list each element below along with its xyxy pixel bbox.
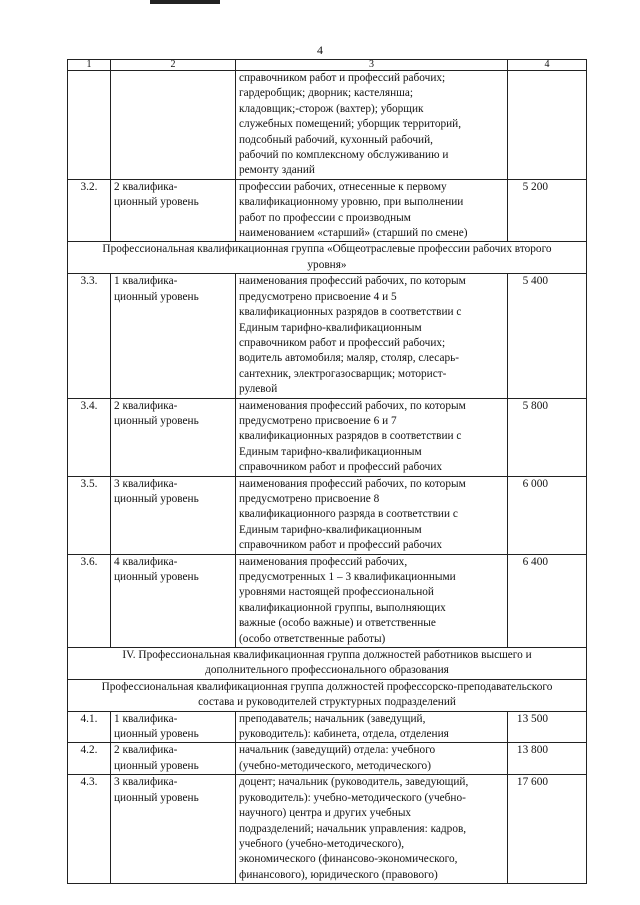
level-cell bbox=[111, 775, 236, 884]
salary-cell bbox=[508, 71, 587, 180]
description-line: важные (особо важные) и ответственные bbox=[239, 617, 436, 630]
salary-value: 17 600 bbox=[508, 775, 587, 884]
level-line: 3 квалифика- bbox=[114, 477, 178, 490]
description-cell bbox=[236, 743, 508, 775]
level-cell bbox=[111, 398, 236, 476]
description-line: квалификационных разрядов в соответствии с bbox=[239, 306, 462, 319]
salary-value: 13 500 bbox=[508, 711, 587, 743]
qualification-table bbox=[67, 59, 587, 884]
level-line: 1 квалифика- bbox=[114, 712, 178, 725]
row-number: 3.5. bbox=[68, 476, 111, 554]
description-cell bbox=[236, 274, 508, 398]
level-line: 1 квалифика- bbox=[114, 275, 178, 288]
description-line: (особо ответственные работы) bbox=[239, 632, 386, 645]
description-line: предусмотрено присвоение 6 и 7 bbox=[239, 414, 397, 427]
level-cell bbox=[111, 476, 236, 554]
description-line: служебных помещений; уборщик территорий, bbox=[239, 118, 462, 131]
description-cell bbox=[236, 71, 508, 180]
level-line: ционный уровень bbox=[114, 571, 199, 583]
continuation-row bbox=[68, 71, 587, 180]
description-line: наименованием «старший» (старший по смене) bbox=[239, 227, 468, 240]
column-number: 1 bbox=[68, 60, 111, 71]
level-line: 3 квалифика- bbox=[114, 776, 178, 789]
level-line: 4 квалифика- bbox=[114, 555, 178, 568]
level-cell bbox=[111, 71, 236, 180]
description-line: работ по профессии с производным bbox=[239, 211, 411, 224]
description-line: руководитель): учебно-методического (учебно- bbox=[239, 791, 466, 804]
row-number: 3.3. bbox=[68, 274, 111, 398]
level-line: ционный уровень bbox=[114, 728, 199, 741]
group-header bbox=[68, 679, 587, 711]
description-line: квалификационной группы, выполняющих bbox=[239, 601, 446, 614]
salary-value: 6 000 bbox=[508, 476, 587, 554]
description-line: наименования профессий рабочих, по которым bbox=[239, 399, 466, 412]
level-cell bbox=[111, 711, 236, 743]
salary-value: 5 200 bbox=[508, 179, 587, 242]
description-line: водитель автомобиля; маляр, столяр, слесарь- bbox=[239, 352, 460, 365]
description-line: уровнями настоящей профессиональной bbox=[239, 586, 434, 599]
column-number: 2 bbox=[111, 60, 236, 71]
level-cell bbox=[111, 743, 236, 775]
level-line: ционный уровень bbox=[114, 791, 199, 804]
description-line: квалификационных разрядов в соответствии с bbox=[239, 430, 462, 443]
group-header bbox=[68, 648, 587, 680]
table-row bbox=[68, 775, 587, 884]
salary-value: 6 400 bbox=[508, 554, 587, 647]
level-line: 2 квалифика- bbox=[114, 744, 178, 757]
description-line: предусмотрено присвоение 4 и 5 bbox=[239, 290, 397, 303]
level-line: ционный уровень bbox=[114, 414, 199, 427]
table-body bbox=[68, 60, 587, 884]
description-line: предусмотренных 1 – 3 квалификационными bbox=[239, 571, 456, 583]
description-line: сантехник, электрогазосварщик; моторист- bbox=[239, 367, 447, 380]
row-number: 4.2. bbox=[68, 743, 111, 775]
row-number: 3.6. bbox=[68, 554, 111, 647]
description-line: справочником работ и профессий рабочих; bbox=[239, 336, 446, 349]
row-number-cell bbox=[68, 71, 111, 180]
description-line: начальник (заведущий) отдела: учебного bbox=[239, 744, 436, 757]
group-header-line: уровня» bbox=[307, 258, 347, 271]
group-header-row bbox=[68, 679, 587, 711]
top-edge-mark bbox=[150, 0, 220, 4]
table-row bbox=[68, 554, 587, 647]
description-line: учебного (учебно-методического), bbox=[239, 837, 405, 850]
description-line: справочником работ и профессий рабочих bbox=[239, 461, 443, 474]
description-line: Единым тарифно-квалификационным bbox=[239, 321, 422, 334]
level-line: ционный уровень bbox=[114, 290, 199, 303]
table-row bbox=[68, 398, 587, 476]
description-line: (учебно-методического, методического) bbox=[239, 759, 431, 772]
level-cell bbox=[111, 274, 236, 398]
row-number: 3.2. bbox=[68, 179, 111, 242]
level-line: 2 квалифика- bbox=[114, 399, 178, 412]
description-line: предусмотрено присвоение 8 bbox=[239, 492, 380, 505]
description-line: кладовщик;-сторож (вахтер); уборщик bbox=[239, 102, 424, 115]
group-header-line: Профессиональная квалификационная группа «Общеотраслевые профессии рабочих второго bbox=[102, 243, 552, 256]
table-row bbox=[68, 274, 587, 398]
description-cell bbox=[236, 711, 508, 743]
description-line: ремонту зданий bbox=[239, 164, 315, 177]
description-line: профессии рабочих, отнесенные к первому bbox=[239, 180, 447, 193]
group-header-line: дополнительного профессионального образования bbox=[205, 664, 449, 677]
level-line: ционный уровень bbox=[114, 196, 199, 209]
description-line: наименования профессий рабочих, по которым bbox=[239, 275, 466, 288]
row-number: 3.4. bbox=[68, 398, 111, 476]
level-line: ционный уровень bbox=[114, 759, 199, 772]
description-line: справочником работ и профессий рабочих bbox=[239, 539, 443, 552]
description-line: преподаватель; начальник (заведущий, bbox=[239, 712, 426, 725]
row-number: 4.1. bbox=[68, 711, 111, 743]
group-header bbox=[68, 242, 587, 274]
table-row bbox=[68, 476, 587, 554]
description-cell bbox=[236, 476, 508, 554]
level-line: ционный уровень bbox=[114, 492, 199, 505]
column-number: 3 bbox=[236, 60, 508, 71]
group-header-line: Профессиональная квалификационная группа должностей профессорско-преподавательского bbox=[101, 680, 553, 693]
description-line: научного) центра и других учебных bbox=[239, 807, 412, 820]
description-cell bbox=[236, 775, 508, 884]
level-cell bbox=[111, 554, 236, 647]
description-line: квалификационного разряда в соответствии с bbox=[239, 508, 458, 521]
description-line: руководитель): кабинета, отдела, отделения bbox=[239, 728, 449, 741]
column-number: 4 bbox=[508, 60, 587, 71]
description-line: рулевой bbox=[239, 383, 278, 396]
level-cell bbox=[111, 179, 236, 242]
table-row bbox=[68, 711, 587, 743]
table-row bbox=[68, 179, 587, 242]
salary-value: 5 800 bbox=[508, 398, 587, 476]
level-line: 2 квалифика- bbox=[114, 180, 178, 193]
group-header-row bbox=[68, 242, 587, 274]
description-line: Единым тарифно-квалификационным bbox=[239, 445, 422, 458]
description-line: наименования профессий рабочих, по которым bbox=[239, 477, 466, 490]
description-cell bbox=[236, 554, 508, 647]
description-line: финансового), юридического (правового) bbox=[239, 868, 438, 881]
description-line: подсобный рабочий, кухонный рабочий, bbox=[239, 133, 433, 146]
description-cell bbox=[236, 179, 508, 242]
description-line: Единым тарифно-квалификационным bbox=[239, 523, 422, 536]
column-number-row bbox=[68, 60, 587, 71]
description-line: гардеробщик; дворник; кастелянша; bbox=[239, 87, 414, 100]
description-line: экономического (финансово-экономического, bbox=[239, 853, 458, 866]
description-line: подразделений; начальник управления: кадров, bbox=[239, 822, 467, 835]
group-header-line: состава и руководителей структурных подразделений bbox=[198, 696, 456, 709]
description-line: доцент; начальник (руководитель, заведующий, bbox=[239, 776, 469, 789]
group-header-line: IV. Профессиональная квалификационная группа должностей работников высшего и bbox=[122, 649, 532, 662]
row-number: 4.3. bbox=[68, 775, 111, 884]
table-row bbox=[68, 743, 587, 775]
page-number: 4 bbox=[317, 43, 323, 57]
description-line: справочником работ и профессий рабочих; bbox=[239, 72, 446, 84]
description-line: квалификационному уровню, при выполнении bbox=[239, 196, 464, 209]
salary-value: 13 800 bbox=[508, 743, 587, 775]
description-line: наименования профессий рабочих, bbox=[239, 555, 408, 568]
group-header-row bbox=[68, 648, 587, 680]
description-line: рабочий по комплексному обслуживанию и bbox=[239, 149, 449, 162]
description-cell bbox=[236, 398, 508, 476]
salary-value: 5 400 bbox=[508, 274, 587, 398]
